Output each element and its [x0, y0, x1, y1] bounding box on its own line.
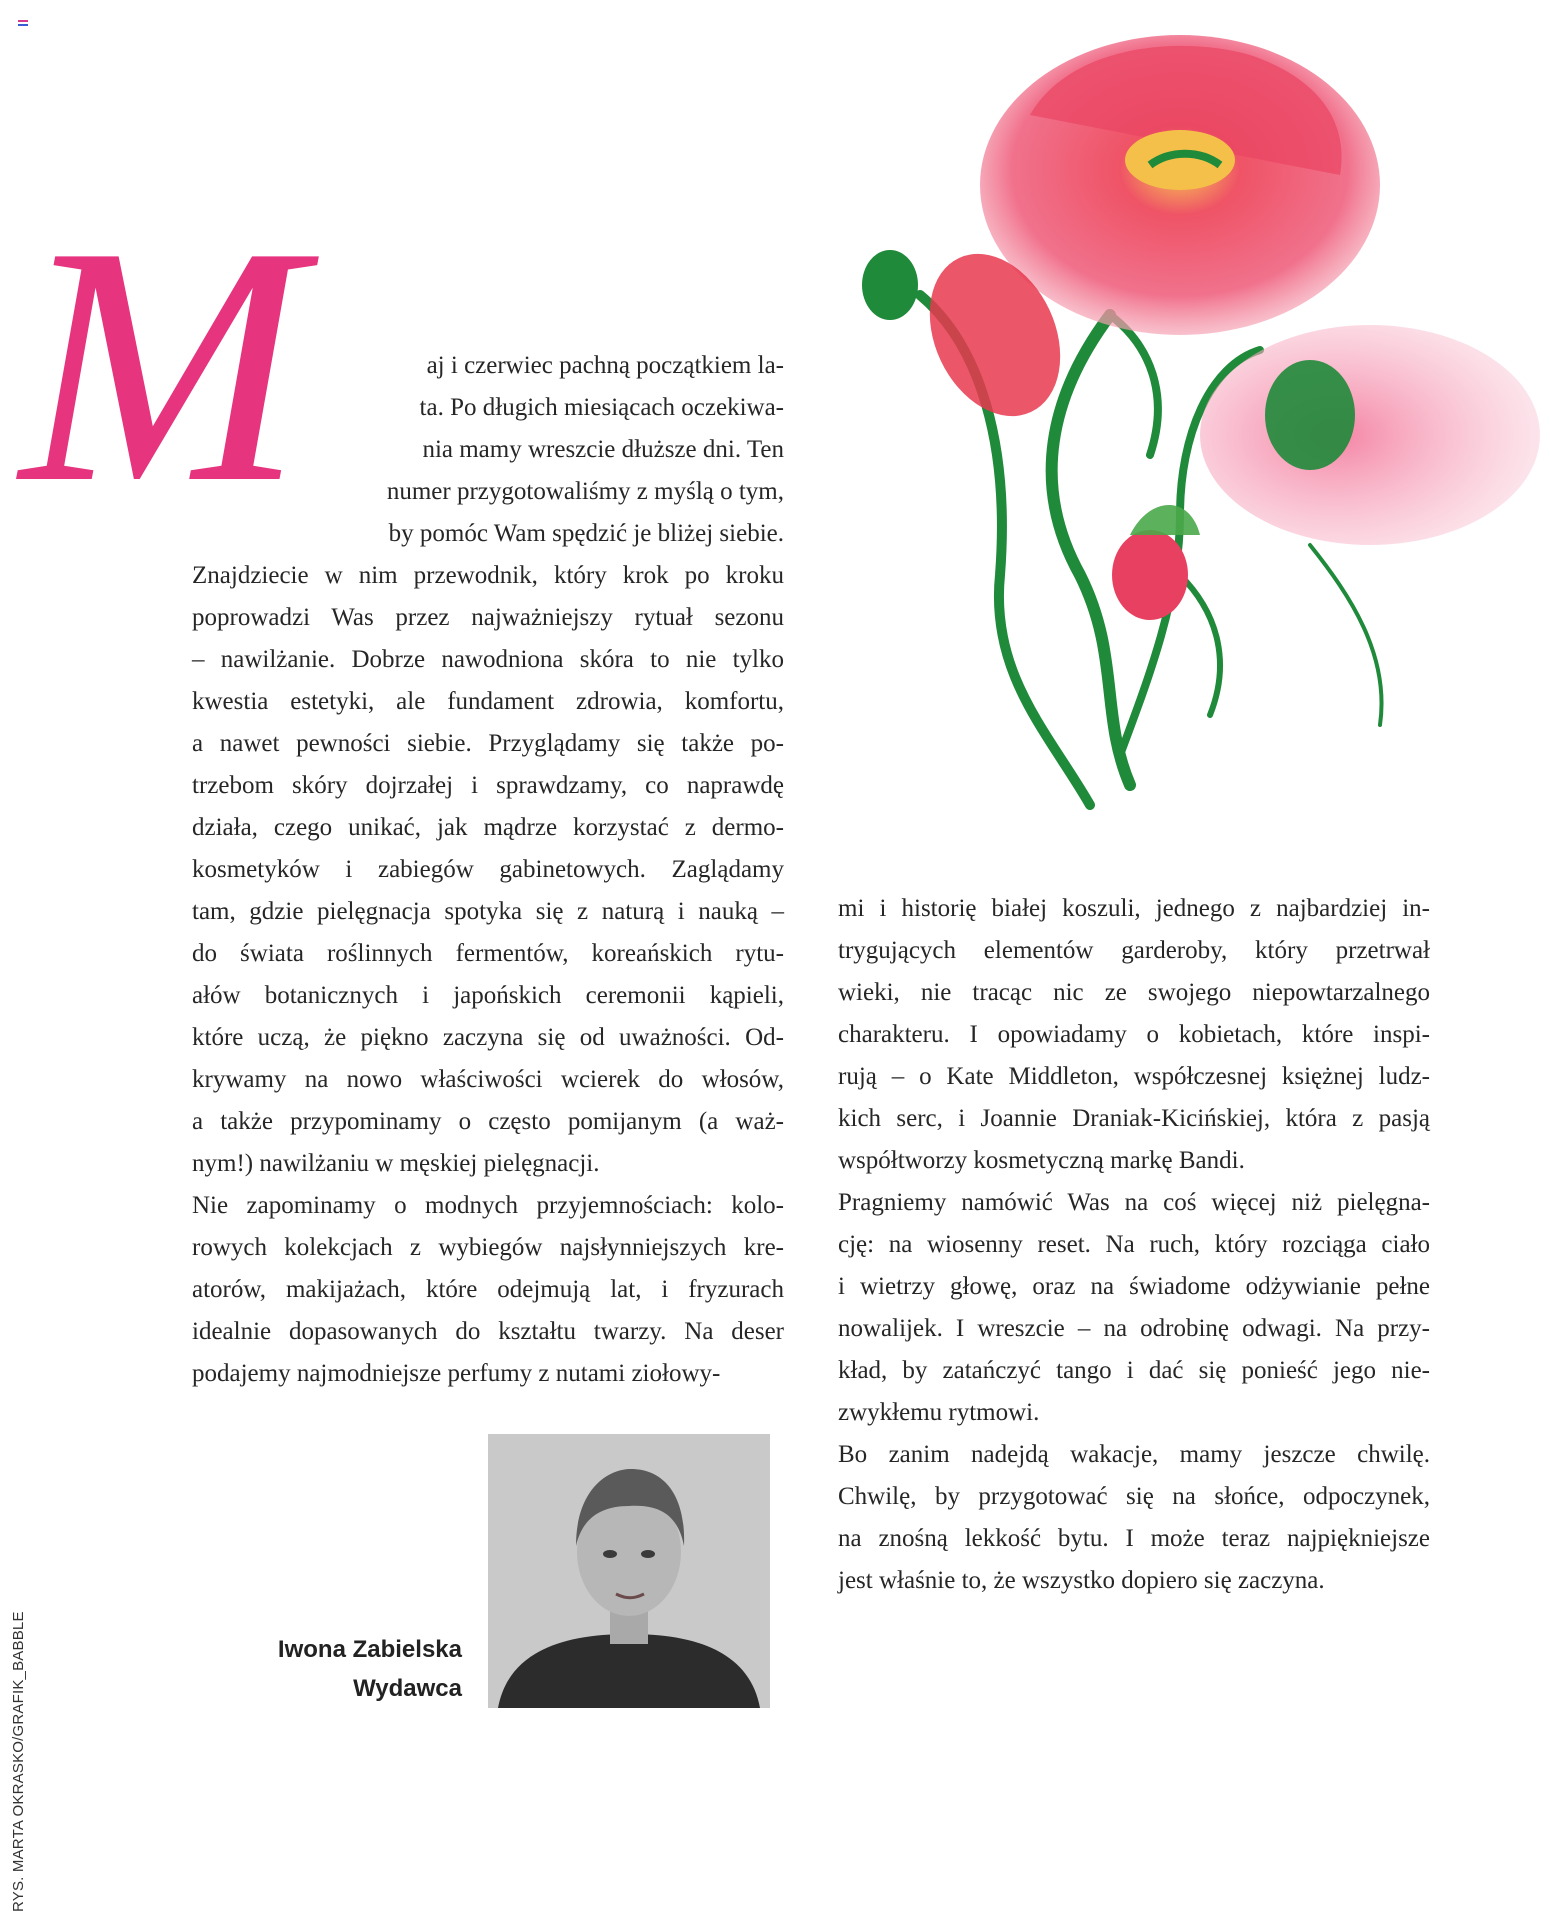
text-line: na znośną lekkość bytu. I może teraz najpiękniejsze [838, 1525, 1430, 1552]
text-line: numer przygotowaliśmy z myślą o tym, [386, 478, 784, 505]
text-line: trygujących elementów garderoby, który przetrwał [838, 937, 1430, 964]
portrait-image [488, 1434, 770, 1708]
text-line: – nawilżanie. Dobrze nawodniona skóra to nie tylko [192, 646, 784, 673]
editorial-right-column [838, 888, 1430, 1602]
author-photo [488, 1434, 770, 1708]
text-line: Nie zapominamy o modnych przyjemnościach: kolo- [192, 1192, 784, 1219]
flower-illustration [850, 15, 1550, 815]
text-line: Bo zanim nadejdą wakacje, mamy jeszcze chwilę. [838, 1441, 1430, 1468]
text-line: nym!) nawilżaniu w męskiej pielęgnacji. [192, 1150, 600, 1177]
author-name: Iwona Zabielska [277, 1636, 462, 1663]
text-line: Pragniemy namówić Was na coś więcej niż pielęgna- [838, 1189, 1430, 1216]
text-line: kład, by zatańczyć tango i dać się ponieść jego nie- [838, 1357, 1430, 1384]
text-line: a także przypominamy o często pomijanym (a waż- [192, 1108, 784, 1135]
text-line: wieki, nie tracąc nic ze swojego niepowtarzalnego [838, 979, 1430, 1006]
text-line: nia mamy wreszcie dłuższe dni. Ten [422, 436, 784, 463]
text-line: poprowadzi Was przez najważniejszy rytuał sezonu [192, 604, 784, 631]
text-line: ałów botanicznych i japońskich ceremonii kąpieli, [192, 982, 784, 1009]
text-line: kosmetyków i zabiegów gabinetowych. Zaglądamy [192, 856, 784, 883]
text-line: podajemy najmodniejsze perfumy z nutami ziołowy- [192, 1360, 721, 1387]
text-line: by pomóc Wam spędzić je bliżej siebie. [388, 520, 784, 547]
text-line: trzebom skóry dojrzałej i sprawdzamy, co naprawdę [192, 772, 784, 799]
menu-icon[interactable] [18, 20, 28, 28]
text-line: aj i czerwiec pachną początkiem la- [426, 352, 784, 379]
text-line: krywamy na nowo właściwości wcierek do włosów, [192, 1066, 784, 1093]
drop-cap: M [20, 176, 304, 553]
text-line: a nawet pewności siebie. Przyglądamy się także po- [192, 730, 784, 757]
text-line: idealnie dopasowanych do kształtu twarzy. Na deser [192, 1318, 784, 1345]
text-line: charakteru. I opowiadamy o kobietach, które inspi- [838, 1021, 1430, 1048]
text-line: Znajdziecie w nim przewodnik, który krok po kroku [192, 562, 784, 589]
text-line: rowych kolekcjach z wybiegów najsłynniejszych kre- [192, 1234, 784, 1261]
text-line: tam, gdzie pielęgnacja spotyka się z naturą i nauką – [192, 898, 784, 925]
text-line: do świata roślinnych fermentów, koreańskich rytu- [192, 940, 784, 967]
illustration-credit: RYS. MARTA OKRASKO/GRAFIK_BABBLE [10, 1611, 27, 1912]
text-line: Chwilę, by przygotować się na słońce, odpoczynek, [838, 1483, 1430, 1510]
text-line: i wietrzy głowę, oraz na świadome odżywianie pełne [838, 1273, 1430, 1300]
text-line: mi i historię białej koszuli, jednego z najbardziej in- [838, 895, 1430, 922]
text-line: kich serc, i Joannie Draniak-Kicińskiej, która z pasją [838, 1105, 1430, 1132]
text-line: zwykłemu rytmowi. [838, 1399, 1040, 1426]
text-line: które uczą, że piękno zaczyna się od uważności. Od- [192, 1024, 784, 1051]
text-line: nowalijek. I wreszcie – na odrobinę odwagi. Na przy- [838, 1315, 1430, 1342]
editorial-left-column [192, 345, 784, 1395]
text-line: cję: na wiosenny reset. Na ruch, który rozciąga ciało [838, 1231, 1430, 1258]
text-line: jest właśnie to, że wszystko dopiero się zaczyna. [838, 1567, 1325, 1594]
text-line: ta. Po długich miesiącach oczekiwa- [419, 394, 784, 421]
text-line: rują – o Kate Middleton, współczesnej księżnej ludz- [838, 1063, 1430, 1090]
text-line: działa, czego unikać, jak mądrze korzystać z dermo- [192, 814, 784, 841]
text-line: kwestia estetyki, ale fundament zdrowia, komfortu, [192, 688, 784, 715]
text-line: współtworzy kosmetyczną markę Bandi. [838, 1147, 1245, 1174]
author-role: Wydawca [353, 1675, 462, 1702]
text-line: atorów, makijażach, które odejmują lat, i fryzurach [192, 1276, 784, 1303]
author-signature [200, 1630, 462, 1708]
